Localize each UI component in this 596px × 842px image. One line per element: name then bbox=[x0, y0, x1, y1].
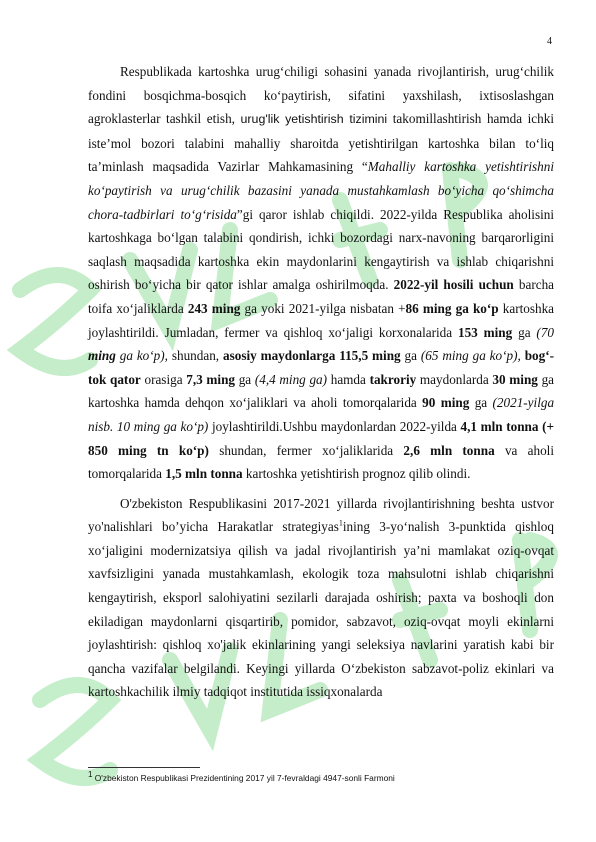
watermark-letter bbox=[20, 275, 90, 368]
italic-run: (70 bbox=[536, 324, 555, 340]
decree-title: Mahalliy kartoshka yetishtirishni ko‘paytirish va urug‘chilik bazasini yanada mustahkamlash bo‘yicha qo‘shimcha chora-tadbirlari to‘g‘risida bbox=[88, 159, 554, 222]
text-run: maydonlarda bbox=[419, 371, 489, 387]
italic-run: (65 ming ga ko‘p), bbox=[420, 348, 521, 364]
text-run: kartoshka joylashtirildi. Jumladan, fermer va qishloq xo‘jaligi korxonalarida bbox=[88, 300, 555, 340]
text-run: shundan, bbox=[219, 442, 267, 458]
text-run: Respublikada kartoshka urug‘chiligi sohasini yanada rivojlantirish, urug‘chilik fondini bosqichma-bosqich ko‘paytirish, sifatini yaxshilash, ixtisoslashgan agroklasterlar tashkil etish, bbox=[88, 64, 554, 127]
text-run: ga kartoshka hamda dehqon xo‘jaliklari va aholi tomorqalarida bbox=[88, 371, 555, 411]
text-run: kartoshka yetishtirish prognoz qilib olindi. bbox=[245, 466, 471, 482]
bold-run: 4,1 mln tonna (+ 850 ming tn ko‘p) bbox=[88, 418, 555, 458]
text-run: ga bbox=[518, 324, 531, 340]
italic-run: (2021-yilga nisb. 10 ming ga ko‘p) bbox=[88, 395, 555, 434]
footnote-text: O'zbekiston Respublikasi Prezidentining 2017 yil 7-fevraldagi 4947-sonli Farmoni bbox=[92, 773, 395, 783]
bold-run: 2,6 mln tonna bbox=[403, 442, 495, 458]
footnote bbox=[88, 770, 395, 783]
bold-run: asosiy maydonlarga 115,5 ming bbox=[223, 348, 401, 364]
text-run: orasiga bbox=[144, 371, 183, 387]
footnote-ref[interactable]: 1 bbox=[338, 518, 343, 528]
text-run: ga bbox=[238, 371, 252, 387]
bold-run: 7,3 ming bbox=[186, 371, 235, 387]
paragraph-action-strategy bbox=[88, 492, 554, 704]
text-run: ining 3-yo‘nalish 3-punktida qishloq xo‘jaligini modernizatsiya qilish va jadal rivojlantirish ya’ni mamlakat oziq-ovqat xavfsizligini yanada mustahkamlash, ekologik toza mahsulotni ishlab chiqarishni kengaytirish, eksporl salohiyatini sezilarli darajada oshirish; paxta va boshoqli don ekiladigan maydonlarni qisqartirib, pomidor, sabzavot, oziq-ovqat moyli ekinlarni joylashtirish: qishloq xo'jalik ekinlarining yangi seleksiya navlarini yaratish kabi bir qancha vazifalar belgilandi. Keyingi yillarda O‘zbekiston sabzavot-poliz ekinlari va kartoshkachilik ilmiy tadqiqot institutida issiqxonalarda bbox=[88, 519, 554, 700]
bold-run: 2022-yil hosili uchun bbox=[393, 277, 514, 293]
page-number: 4 bbox=[547, 36, 552, 47]
text-run: O'zbekiston Respublikasini 2017-2021 yillarda rivojlantirishning beshta ustvor yo'nalishlari bo’yicha Harakatlar strategiyas bbox=[88, 495, 554, 535]
footnote-number: 1 bbox=[88, 770, 93, 780]
bold-run: 153 ming bbox=[457, 324, 513, 340]
bold-run: 86 ming ga ko‘p bbox=[405, 300, 499, 316]
italic-run: (4,4 ming ga) bbox=[254, 371, 328, 387]
text-run: joylashtirildi.Ushbu maydonlardan 2022-yilda bbox=[211, 418, 457, 434]
text-run: ”gi qaror ishlab chiqildi. 2022-yilda Respublika aholisini kartoshkaga bo‘lgan talabini qondirish, ichki bozordagi narx-navoning barqarorligini saqlash maqsadida kartoshka ekin maydonlarini kengaytirish va ishlab chiqarishni oshirish bo‘yicha bir qator ishlar amalga oshirilmoqda. bbox=[88, 206, 554, 293]
bold-run: 243 ming bbox=[187, 300, 241, 316]
italic-run: ga ko‘p), bbox=[119, 348, 168, 364]
text-run-sans: urug'lik yetishtirish tizimini bbox=[240, 112, 388, 127]
paragraph-potato-seed-production bbox=[88, 60, 554, 486]
footnote-separator bbox=[88, 767, 200, 768]
bold-run: 90 ming bbox=[422, 395, 470, 411]
text-run: fermer xo‘jaliklarida bbox=[276, 442, 394, 458]
bold-run: takroriy bbox=[369, 371, 417, 387]
text-run: ga yoki 2021-yilga nisbatan + bbox=[244, 300, 406, 316]
bold-run: bog‘-tok qator bbox=[88, 348, 555, 387]
text-run: shundan, bbox=[171, 348, 220, 364]
text-run: hamda bbox=[330, 371, 366, 387]
document-body bbox=[88, 60, 554, 704]
bold-italic-run: ming bbox=[88, 348, 116, 364]
text-run: barcha toifa xo‘jaliklarda bbox=[88, 277, 555, 316]
text-run: ga bbox=[474, 395, 488, 411]
text-run: ga bbox=[404, 348, 417, 364]
bold-run: 1,5 mln tonna bbox=[165, 466, 243, 482]
bold-run: 30 ming bbox=[492, 371, 538, 387]
text-run: va aholi tomorqalarida bbox=[88, 442, 555, 482]
text-run: takomillashtirish hamda ichki iste’mol bozori talabini mahalliy sharoitda yetishtirilgan kartoshka bilan to‘liq ta’minlash maqsadida Vazirlar Mahkamasining “ bbox=[88, 111, 555, 175]
